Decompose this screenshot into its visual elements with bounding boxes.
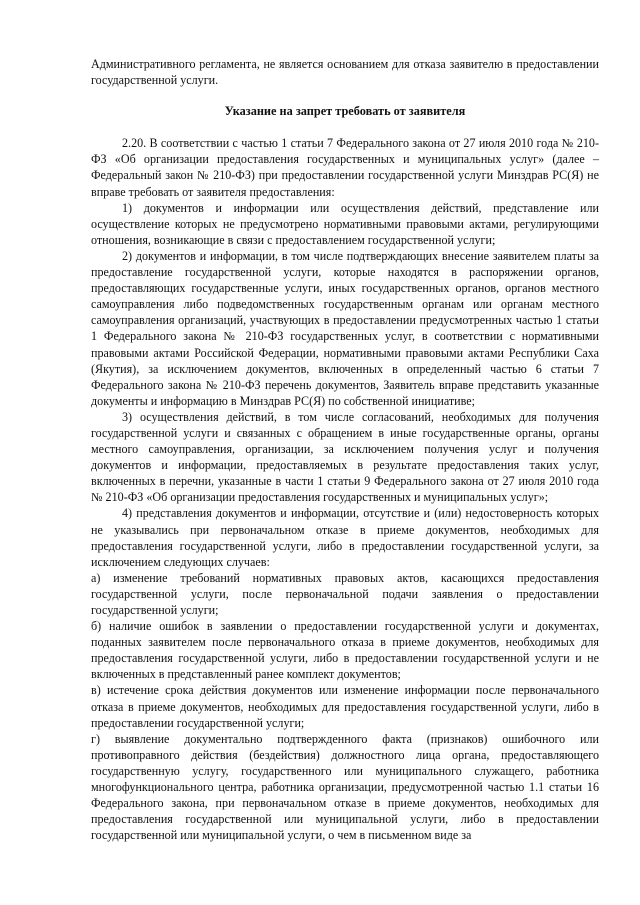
- list-item-1: 1) документов и информации или осуществления действий, представление или осуществление которых не предусмотрено нормативными правовыми актами, регулирующими отношения, возникающие в связи с предоставлением государственной услуги;: [91, 200, 599, 247]
- clause-2-20: 2.20. В соответствии с частью 1 статьи 7 Федерального закона от 27 июля 2010 года № 210-ФЗ «Об организации предоставления государственных и муниципальных услуг» (далее –Федеральный закон № 210-ФЗ) при предоставлении государственной услуги Минздрав РС(Я) не вправе требовать от заявителя предоставления:: [91, 136, 599, 199]
- intro-paragraph: Административного регламента, не является основанием для отказа заявителю в предоставлении государственной услуги.: [91, 57, 599, 88]
- sub-item-g: г) выявление документально подтвержденного факта (признаков) ошибочного или противоправного действия (бездействия) должностного лица органа, предоставляющего государственную услугу, государственного или муниципального служащего, работника многофункционального центра, работника организации, предусмотренной частью 1.1 статьи 16 Федерального закона, при первоначальном отказе в приеме документов, необходимых для предоставления государственной или муниципальной услуги, либо в предоставлении государственной или муниципальной услуги, о чем в письменном виде за: [91, 731, 599, 843]
- sub-item-a: а) изменение требований нормативных правовых актов, касающихся предоставления государственной услуги, после первоначальной подачи заявления о предоставлении государственной услуги;: [91, 570, 599, 617]
- list-item-4: 4) представления документов и информации, отсутствие и (или) недостоверность которых не указывались при первоначальном отказе в приеме документов, необходимых для предоставления государственной услуги, либо в предоставлении государственной услуги, за исключением следующих случаев:: [91, 506, 599, 569]
- section-heading: Указание на запрет требовать от заявителя: [224, 104, 466, 119]
- list-item-3: 3) осуществления действий, в том числе согласований, необходимых для получения государственной услуги и связанных с обращением в иные государственные органы, органы местного самоуправления, организации, за исключением получения услуг и получения документов и информации, предоставляемых в результате предоставления таких услуг, включенных в перечни, указанные в части 1 статьи 9 Федерального закона от 27 июля 2010 года № 210-ФЗ «Об организации предоставления государственных и муниципальных услуг»;: [91, 409, 599, 505]
- sub-item-b: б) наличие ошибок в заявлении о предоставлении государственной услуги и документах, поданных заявителем после первоначального отказа в приеме документов, необходимых для предоставления государственной услуги, либо в предоставлении государственной услуги и не включенных в представленный ранее комплект документов;: [91, 619, 599, 682]
- list-item-2: 2) документов и информации, в том числе подтверждающих внесение заявителем платы за предоставление государственной услуги, которые находятся в распоряжении органов, предоставляющих государственные услуги, иных государственных органов, органов местного самоуправления либо подведомственных государственным органам или органам местного самоуправления организаций, участвующих в предоставлении предусмотренных частью 1 статьи 1 Федерального закона № 210-ФЗ государственных услуг, в соответствии с нормативными правовыми актами Российской Федерации, нормативными правовыми актами Республики Саха (Якутия), за исключением документов, включенных в определенный частью 6 статьи 7 Федерального закона № 210-ФЗ перечень документов, Заявитель вправе представить указанные документы и информацию в Минздрав РС(Я) по собственной инициативе;: [91, 248, 599, 408]
- document-page: [91, 56, 599, 843]
- sub-item-v: в) истечение срока действия документов или изменение информации после первоначального отказа в приеме документов, необходимых для предоставления государственной услуги, либо в предоставлении государственной услуги;: [91, 683, 599, 730]
